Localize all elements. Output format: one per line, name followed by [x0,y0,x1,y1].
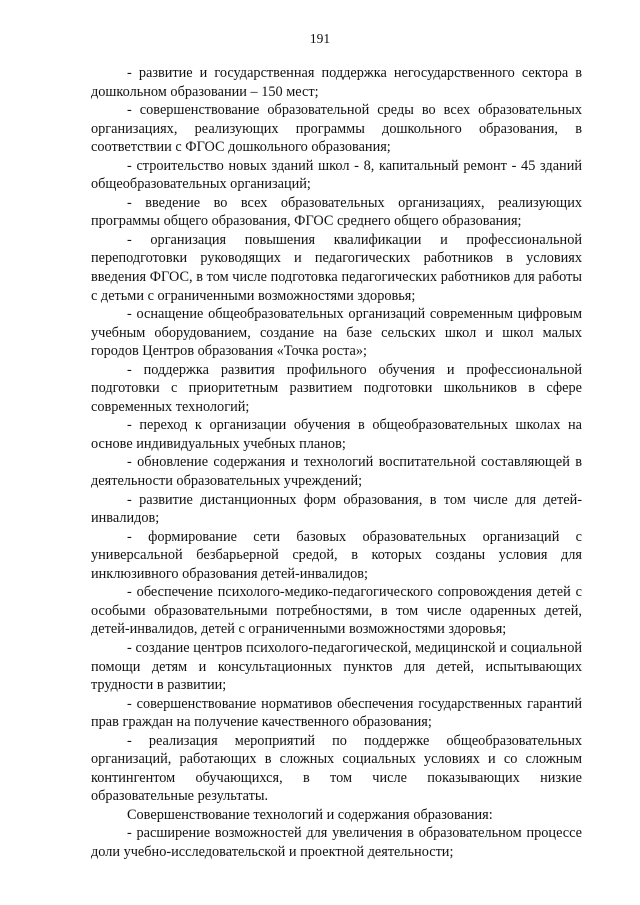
paragraph-private-preschool-support: - развитие и государственная поддержка негосударственного сектора в дошкольном образовании – 150 мест; [91,65,582,100]
document-body [91,64,582,862]
page-number: 191 [309,31,331,46]
paragraph-barrier-free-network: - формирование сети базовых образовательных организаций с универсальной безбарьерной средой, в которых созданы условия для инклюзивного образования детей-инвалидов; [91,528,582,582]
paragraph-difficult-conditions: - реализация мероприятий по поддержке общеобразовательных организаций, работающих в сложных социальных условиях и со сложным контингентом обучающихся, в том числе показывающих низкие образовательные результаты. [91,732,582,805]
paragraph-school-construction: - строительство новых зданий школ - 8, капитальный ремонт - 45 зданий общеобразовательных организаций; [91,157,582,193]
paragraph-state-guarantees: - совершенствование нормативов обеспечения государственных гарантий прав граждан на получение качественного образования; [91,695,582,731]
paragraph-profile-education: - поддержка развития профильного обучения и профессиональной подготовки с приоритетным развитием подготовки школьников в сфере современных технологий; [91,361,582,415]
paragraph-preschool-environment: - совершенствование образовательной среды во всех образовательных организациях, реализующих программы дошкольного образования, в соответствии с ФГОС дошкольного образования; [91,102,582,156]
paragraph-assistance-centers: - создание центров психолого-педагогической, медицинской и социальной помощи детям и консультационных пунктов для детей, испытывающих трудности в развитии; [91,639,582,694]
paragraph-individual-plans: - переход к организации обучения в общеобразовательных школах на основе индивидуальных учебных планов; [91,417,582,452]
paragraph-upbringing-content: - обновление содержания и технологий воспитательной составляющей в деятельности образовательных учреждений; [91,454,582,490]
paragraph-fgos-secondary: - введение во всех образовательных организациях, реализующих программы общего образования, ФГОС среднего общего образования; [91,194,582,230]
paragraph-research-activity: - расширение возможностей для увеличения в образовательном процессе доли учебно-исследовательской и проектной деятельности; [91,825,582,860]
paragraph-digital-equipment: - оснащение общеобразовательных организаций современным цифровым учебным оборудованием, создание на базе сельских школ и школ малых городов Центров образования «Точка роста»; [91,306,582,360]
paragraph-section-heading: Совершенствование технологий и содержания образования: [127,806,493,823]
paragraph-teacher-training: - организация повышения квалификации и профессиональной переподготовки руководящих и педагогических работников в условиях введения ФГОС, в том числе подготовка педагогических работников для работы с детьми с ограниченными возможностями здоровья; [91,231,582,304]
paragraph-psychological-support: - обеспечение психолого-медико-педагогического сопровождения детей с особыми образовательными потребностями, в том числе одаренных детей, детей-инвалидов, детей с ограниченными возможностями здоровья; [91,584,582,638]
paragraph-distance-education: - развитие дистанционных форм образования, в том числе для детей-инвалидов; [91,491,582,527]
